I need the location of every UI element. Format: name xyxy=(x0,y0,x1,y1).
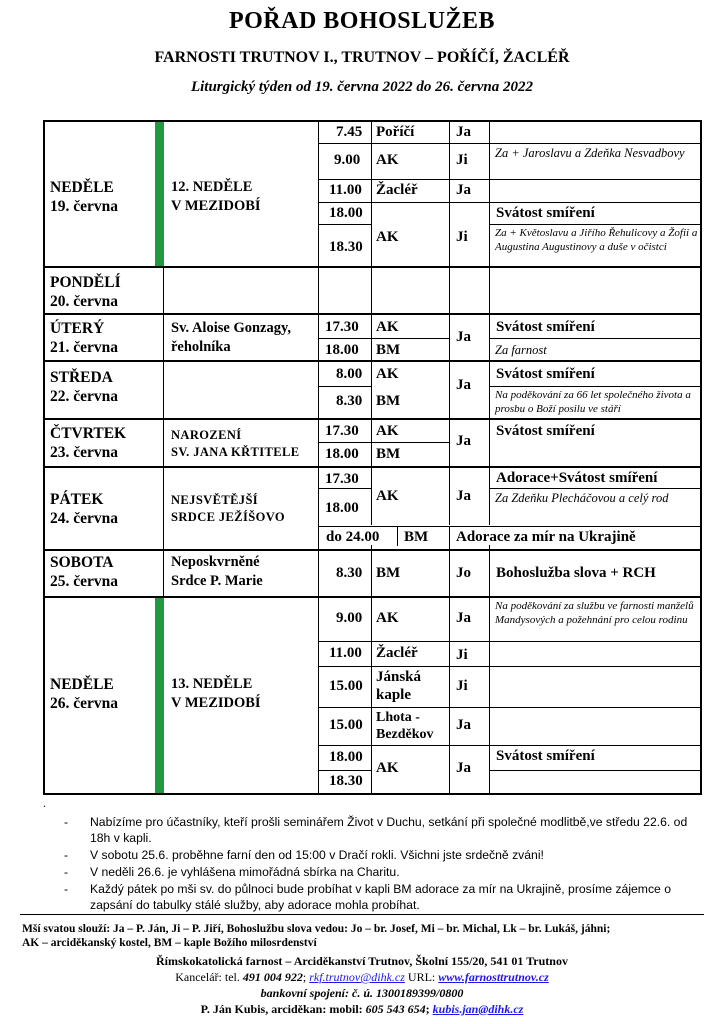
feast-label: Sv. Aloise Gonzagy, řeholníka xyxy=(171,320,292,355)
legend-line: Mší svatou slouží: Ja – P. Ján, Ji – P. Jiří, Bohoslužbu slova vedou: Jo – br. Josef, Mi – br. Michal, Lk – br. Lukáš, jáhni; xyxy=(22,923,611,935)
service-time: 9.00 xyxy=(334,152,361,168)
day-label: NEDĚLE 19. června xyxy=(50,179,119,215)
parish-address: Římskokatolická farnost – Arciděkanství Trutnov, Školní 155/20, 541 01 Trutnov xyxy=(156,954,568,968)
service-priest: Ja xyxy=(456,124,471,140)
service-priest: Ja xyxy=(456,182,471,198)
day-label: PÁTEK 24. června xyxy=(50,491,119,527)
feast-label: 12. NEDĚLE V MEZIDOBÍ xyxy=(171,179,261,214)
service-time: 11.00 xyxy=(329,645,362,661)
bank-account: bankovní spojení: č. ú. 1300189399/0800 xyxy=(260,986,464,1000)
service-time: 18.00 xyxy=(325,446,359,462)
service-place: AK xyxy=(376,319,399,335)
pastor-contact: P. Ján Kubis, arciděkan: mobil: 605 543 654; kubis.jan@dihk.cz xyxy=(200,1002,524,1016)
service-time: 18.00 xyxy=(329,205,363,221)
website-link[interactable]: www.farnosttrutnov.cz xyxy=(438,970,549,984)
service-priest: Ja xyxy=(456,377,471,393)
mass-intention: Za farnost xyxy=(495,343,547,357)
service-time: 7.45 xyxy=(336,124,363,140)
service-event: Svátost smíření xyxy=(496,366,595,382)
announcement-item: - Každý pátek po mši sv. do půlnoci bude probíhat v kapli BM adorace za mír na Ukrajině, prosíme zájemce o zapsání do tabulky stálé služby, aby adorace mohla probíhat. xyxy=(64,882,671,912)
service-place: Jánská kaple xyxy=(376,669,422,703)
service-place: AK xyxy=(376,488,399,504)
notes-marker: . xyxy=(43,796,46,810)
service-priest: Ja xyxy=(456,488,471,504)
service-place: Žacléř xyxy=(376,645,418,661)
service-priest: Ji xyxy=(456,229,468,245)
announcements xyxy=(64,814,704,914)
service-place: BM xyxy=(376,342,401,358)
mass-intention: Za Zdeňku Plecháčovou a celý rod xyxy=(495,491,669,505)
service-event: Svátost smíření xyxy=(496,748,595,764)
office-email-link[interactable]: rkf.trutnov@dihk.cz xyxy=(309,970,405,984)
page-title: POŘAD BOHOSLUŽEB xyxy=(228,8,496,34)
service-place: Lhota - Bezděkov xyxy=(376,710,434,742)
service-event: Svátost smíření xyxy=(496,205,595,221)
liturgical-color-strip xyxy=(155,122,164,266)
service-place: AK xyxy=(376,229,399,245)
mass-intention: Za + Jaroslavu a Zdeňka Nesvadbovy xyxy=(495,146,685,160)
feast-label: 13. NEDĚLE V MEZIDOBÍ xyxy=(171,676,261,711)
service-place: BM xyxy=(376,446,401,462)
week-range: Liturgický týden od 19. června 2022 do 26. června 2022 xyxy=(190,79,534,95)
service-place: BM xyxy=(404,529,429,545)
service-time: 18.30 xyxy=(329,239,363,255)
service-priest: Ji xyxy=(456,152,468,168)
office-contact: Kancelář: tel. 491 004 922; rkf.trutnov@dihk.cz URL: www.farnosttrutnov.cz xyxy=(175,970,549,984)
day-label: SOBOTA 25. června xyxy=(50,554,119,590)
service-time: 8.30 xyxy=(336,565,363,581)
service-time: 9.00 xyxy=(336,610,363,626)
service-time: 18.00 xyxy=(325,500,359,516)
service-time: 18.00 xyxy=(325,342,359,358)
service-event: Adorace+Svátost smíření xyxy=(496,470,658,486)
service-place: AK xyxy=(376,760,399,776)
service-time: 17.30 xyxy=(325,319,359,335)
service-priest: Jo xyxy=(456,565,471,581)
day-label: ÚTERÝ 21. června xyxy=(50,320,119,356)
service-priest: Ja xyxy=(456,717,471,733)
mass-intention: Na poděkování za 66 let společného života a prosbu o Boží posilu ve stáří xyxy=(495,389,691,415)
service-event: Svátost smíření xyxy=(496,423,595,439)
service-priest: Ja xyxy=(456,329,471,345)
day-label: STŘEDA 22. června xyxy=(50,369,119,405)
service-time: 15.00 xyxy=(329,717,363,733)
service-time: 18.30 xyxy=(329,773,363,789)
service-time: 17.30 xyxy=(325,423,359,439)
service-place: Žacléř xyxy=(376,182,418,198)
service-priest: Ji xyxy=(456,678,468,694)
service-place: AK xyxy=(376,423,399,439)
parish-subtitle: FARNOSTI TRUTNOV I., TRUTNOV – POŘÍČÍ, ŽACLÉŘ xyxy=(154,49,570,66)
feast-label: Neposkvrněné Srdce P. Marie xyxy=(171,554,263,589)
announcement-item: - V neděli 26.6. je vyhlášena mimořádná sbírka na Charitu. xyxy=(64,865,400,879)
liturgical-color-strip xyxy=(155,596,164,793)
service-time: 8.30 xyxy=(336,393,363,409)
service-place: BM xyxy=(376,565,401,581)
service-place: AK xyxy=(376,152,399,168)
service-place: AK xyxy=(376,366,399,382)
service-event: Adorace za mír na Ukrajině xyxy=(456,529,636,545)
service-time: 8.00 xyxy=(336,366,363,382)
feast-label: NAROZENÍ SV. JANA KŘTITELE xyxy=(171,428,300,459)
service-priest: Ja xyxy=(456,760,471,776)
legend-line: AK – arciděkanský kostel, BM – kaple Božího milosrdenství xyxy=(22,937,317,949)
service-time: 18.00 xyxy=(329,749,363,765)
pastor-email-link[interactable]: kubis.jan@dihk.cz xyxy=(432,1002,524,1016)
service-time: 15.00 xyxy=(329,678,363,694)
service-place: AK xyxy=(376,610,399,626)
service-time: 17.30 xyxy=(325,471,359,487)
day-label: ČTVRTEK 23. června xyxy=(50,425,127,461)
announcement-item: - V sobotu 25.6. proběhne farní den od 15:00 v Dračí rokli. Všichni jste srdečně zváni! xyxy=(64,848,544,862)
service-priest: Ja xyxy=(456,433,471,449)
service-place: Poříčí xyxy=(376,124,415,140)
announcement-item: - Nabízíme pro účastníky, kteří prošli seminářem Život v Duchu, setkání při společné modlitbě,ve středu 22.6. od 18h v kapli. xyxy=(64,815,688,845)
feast-label: NEJSVĚTĚJŠÍ SRDCE JEŽÍŠOVO xyxy=(171,493,286,524)
service-time: do 24.00 xyxy=(326,529,380,545)
service-priest: Ja xyxy=(456,610,471,626)
service-time: 11.00 xyxy=(329,182,362,198)
legend xyxy=(22,922,706,950)
day-label: PONDĚLÍ 20. června xyxy=(50,274,121,310)
mass-intention: Za + Květoslavu a Jiřího Řehulicovy a Žofii a Augustina Augustinovy a duše v očistci xyxy=(495,227,698,253)
service-event: Bohoslužba slova + RCH xyxy=(496,565,656,581)
service-priest: Ji xyxy=(456,647,468,663)
service-event: Svátost smíření xyxy=(496,319,595,335)
service-place: BM xyxy=(376,393,401,409)
mass-intention: Na poděkování za službu ve farnosti manželů Mandysových a požehnání pro celou rodinu xyxy=(495,600,694,626)
day-label: NEDĚLE 26. června xyxy=(50,676,119,712)
